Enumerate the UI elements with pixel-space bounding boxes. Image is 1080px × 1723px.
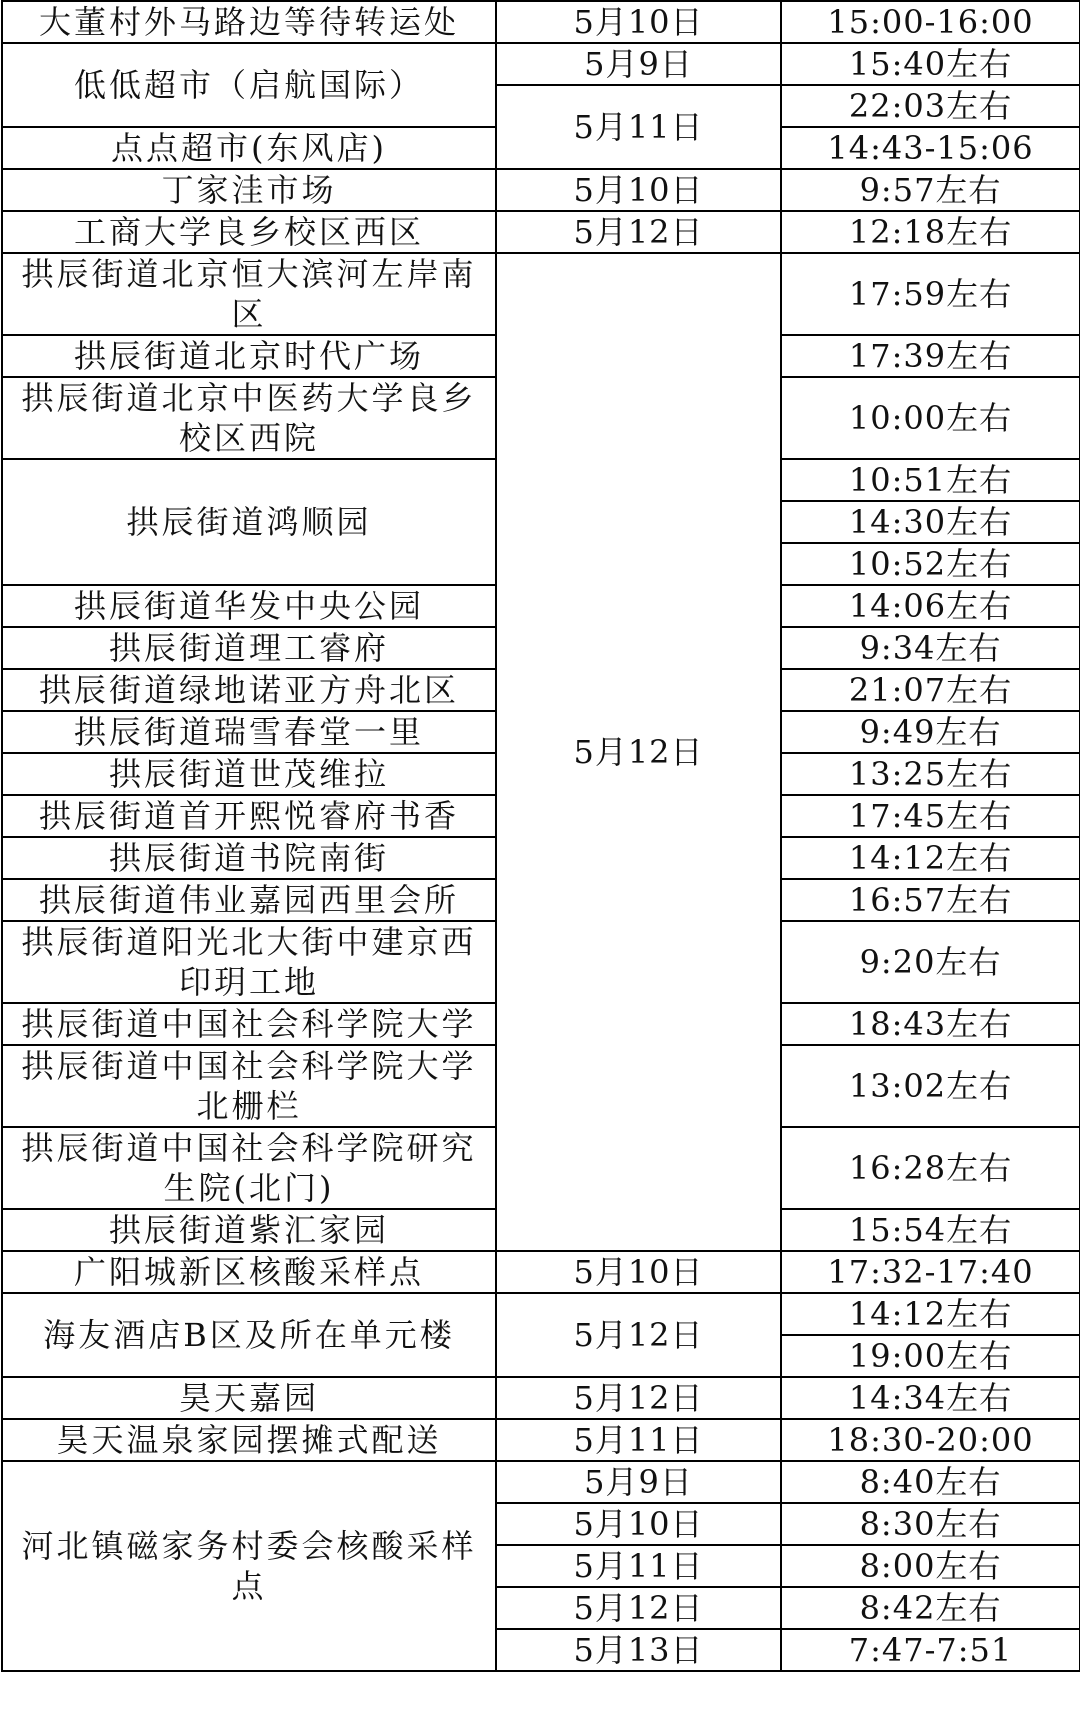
date-cell: 5月9日 — [496, 43, 781, 85]
time-cell: 14:43-15:06 — [781, 127, 1080, 169]
time-cell: 8:42左右 — [781, 1587, 1080, 1629]
date-cell: 5月12日 — [496, 1587, 781, 1629]
location-cell: 丁家洼市场 — [2, 169, 496, 211]
time-cell: 17:39左右 — [781, 335, 1080, 377]
date-cell: 5月10日 — [496, 169, 781, 211]
location-cell: 拱辰街道书院南街 — [2, 837, 496, 879]
date-cell: 5月12日 — [496, 253, 781, 1251]
time-cell: 9:49左右 — [781, 711, 1080, 753]
location-cell: 拱辰街道北京中医药大学良乡校区西院 — [2, 377, 496, 459]
date-cell: 5月13日 — [496, 1629, 781, 1671]
date-cell: 5月11日 — [496, 1545, 781, 1587]
time-cell: 8:40左右 — [781, 1461, 1080, 1503]
time-cell: 17:45左右 — [781, 795, 1080, 837]
time-cell: 22:03左右 — [781, 85, 1080, 127]
location-cell: 拱辰街道绿地诺亚方舟北区 — [2, 669, 496, 711]
location-cell: 拱辰街道理工睿府 — [2, 627, 496, 669]
date-cell: 5月12日 — [496, 211, 781, 253]
time-cell: 21:07左右 — [781, 669, 1080, 711]
time-cell: 17:59左右 — [781, 253, 1080, 335]
time-cell: 14:12左右 — [781, 837, 1080, 879]
location-cell: 拱辰街道紫汇家园 — [2, 1209, 496, 1251]
time-cell: 18:30-20:00 — [781, 1419, 1080, 1461]
time-cell: 16:28左右 — [781, 1127, 1080, 1209]
time-cell: 8:00左右 — [781, 1545, 1080, 1587]
time-cell: 14:06左右 — [781, 585, 1080, 627]
location-cell: 拱辰街道伟业嘉园西里会所 — [2, 879, 496, 921]
location-cell: 拱辰街道中国社会科学院大学 — [2, 1003, 496, 1045]
table-row — [2, 43, 1080, 85]
schedule-table-body — [2, 1, 1080, 1671]
time-cell: 7:47-7:51 — [781, 1629, 1080, 1671]
time-cell: 12:18左右 — [781, 211, 1080, 253]
date-cell: 5月11日 — [496, 1419, 781, 1461]
location-cell: 拱辰街道瑞雪春堂一里 — [2, 711, 496, 753]
location-cell: 昊天温泉家园摆摊式配送 — [2, 1419, 496, 1461]
time-cell: 9:34左右 — [781, 627, 1080, 669]
location-cell: 工商大学良乡校区西区 — [2, 211, 496, 253]
date-cell: 5月10日 — [496, 1, 781, 43]
table-row — [2, 169, 1080, 211]
time-cell: 19:00左右 — [781, 1335, 1080, 1377]
table-row — [2, 1377, 1080, 1419]
schedule-table — [1, 0, 1080, 1672]
time-cell: 14:30左右 — [781, 501, 1080, 543]
location-cell: 拱辰街道阳光北大街中建京西印玥工地 — [2, 921, 496, 1003]
time-cell: 15:00-16:00 — [781, 1, 1080, 43]
table-row — [2, 1461, 1080, 1503]
table-row — [2, 1293, 1080, 1335]
date-cell: 5月10日 — [496, 1251, 781, 1293]
table-row — [2, 253, 1080, 335]
table-row — [2, 211, 1080, 253]
table-row — [2, 1, 1080, 43]
time-cell: 13:02左右 — [781, 1045, 1080, 1127]
date-cell: 5月12日 — [496, 1293, 781, 1377]
table-row — [2, 1419, 1080, 1461]
location-cell: 拱辰街道中国社会科学院研究生院(北门) — [2, 1127, 496, 1209]
time-cell: 9:57左右 — [781, 169, 1080, 211]
time-cell: 13:25左右 — [781, 753, 1080, 795]
location-cell: 河北镇磁家务村委会核酸采样点 — [2, 1461, 496, 1671]
time-cell: 17:32-17:40 — [781, 1251, 1080, 1293]
time-cell: 14:12左右 — [781, 1293, 1080, 1335]
location-cell: 拱辰街道北京时代广场 — [2, 335, 496, 377]
table-row — [2, 1251, 1080, 1293]
time-cell: 10:51左右 — [781, 459, 1080, 501]
location-cell: 广阳城新区核酸采样点 — [2, 1251, 496, 1293]
location-cell: 拱辰街道中国社会科学院大学北栅栏 — [2, 1045, 496, 1127]
date-cell: 5月9日 — [496, 1461, 781, 1503]
location-cell: 低低超市（启航国际） — [2, 43, 496, 127]
time-cell: 15:40左右 — [781, 43, 1080, 85]
time-cell: 16:57左右 — [781, 879, 1080, 921]
schedule-table-container — [1, 0, 1079, 1672]
location-cell: 拱辰街道首开熙悦睿府书香 — [2, 795, 496, 837]
time-cell: 14:34左右 — [781, 1377, 1080, 1419]
location-cell: 海友酒店B区及所在单元楼 — [2, 1293, 496, 1377]
date-cell: 5月11日 — [496, 85, 781, 169]
time-cell: 15:54左右 — [781, 1209, 1080, 1251]
location-cell: 大董村外马路边等待转运处 — [2, 1, 496, 43]
location-cell: 点点超市(东风店) — [2, 127, 496, 169]
time-cell: 8:30左右 — [781, 1503, 1080, 1545]
time-cell: 10:00左右 — [781, 377, 1080, 459]
time-cell: 9:20左右 — [781, 921, 1080, 1003]
location-cell: 昊天嘉园 — [2, 1377, 496, 1419]
location-cell: 拱辰街道华发中央公园 — [2, 585, 496, 627]
date-cell: 5月10日 — [496, 1503, 781, 1545]
time-cell: 18:43左右 — [781, 1003, 1080, 1045]
location-cell: 拱辰街道世茂维拉 — [2, 753, 496, 795]
location-cell: 拱辰街道北京恒大滨河左岸南区 — [2, 253, 496, 335]
location-cell: 拱辰街道鸿顺园 — [2, 459, 496, 585]
date-cell: 5月12日 — [496, 1377, 781, 1419]
time-cell: 10:52左右 — [781, 543, 1080, 585]
